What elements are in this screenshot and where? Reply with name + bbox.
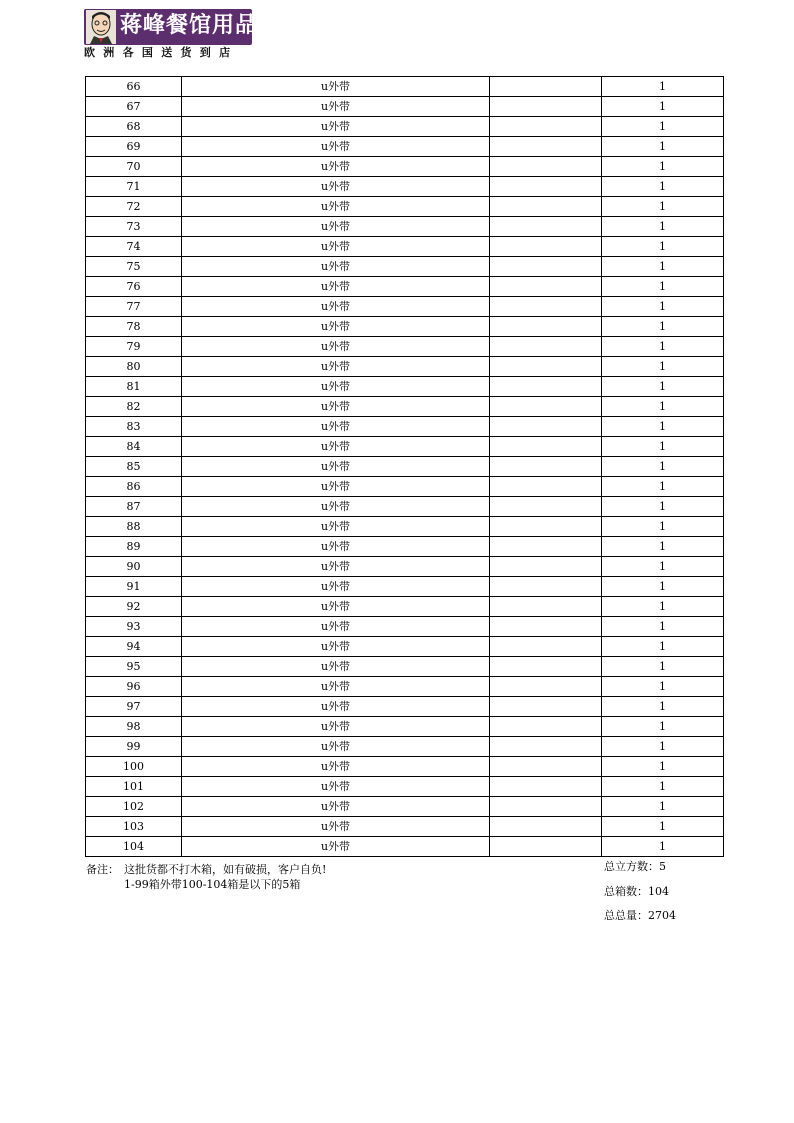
spec-cell xyxy=(490,357,602,377)
row-number-cell: 85 xyxy=(86,457,182,477)
row-number-cell: 87 xyxy=(86,497,182,517)
item-name-cell: u外带 xyxy=(182,217,490,237)
table-row xyxy=(86,777,724,797)
spec-cell xyxy=(490,377,602,397)
table-row xyxy=(86,97,724,117)
spec-cell xyxy=(490,697,602,717)
spec-cell xyxy=(490,777,602,797)
spec-cell xyxy=(490,117,602,137)
item-name-cell: u外带 xyxy=(182,277,490,297)
row-number-cell: 98 xyxy=(86,717,182,737)
item-name-cell: u外带 xyxy=(182,617,490,637)
spec-cell xyxy=(490,137,602,157)
table-row xyxy=(86,497,724,517)
spec-cell xyxy=(490,537,602,557)
spec-cell xyxy=(490,817,602,837)
row-number-cell: 95 xyxy=(86,657,182,677)
table-row xyxy=(86,397,724,417)
portrait-icon xyxy=(86,10,116,44)
quantity-cell: 1 xyxy=(602,737,724,757)
table-row xyxy=(86,297,724,317)
item-name-cell: u外带 xyxy=(182,237,490,257)
spec-cell xyxy=(490,77,602,97)
spec-cell xyxy=(490,677,602,697)
quantity-cell: 1 xyxy=(602,797,724,817)
spec-cell xyxy=(490,337,602,357)
quantity-cell: 1 xyxy=(602,317,724,337)
quantity-cell: 1 xyxy=(602,657,724,677)
quantity-cell: 1 xyxy=(602,677,724,697)
quantity-cell: 1 xyxy=(602,837,724,857)
quantity-cell: 1 xyxy=(602,357,724,377)
item-name-cell: u外带 xyxy=(182,597,490,617)
spec-cell xyxy=(490,197,602,217)
quantity-cell: 1 xyxy=(602,777,724,797)
item-name-cell: u外带 xyxy=(182,397,490,417)
quantity-cell: 1 xyxy=(602,457,724,477)
table-row xyxy=(86,317,724,337)
quantity-cell: 1 xyxy=(602,617,724,637)
spec-cell xyxy=(490,237,602,257)
table-row xyxy=(86,277,724,297)
quantity-cell: 1 xyxy=(602,197,724,217)
quantity-cell: 1 xyxy=(602,277,724,297)
spec-cell xyxy=(490,297,602,317)
row-number-cell: 104 xyxy=(86,837,182,857)
row-number-cell: 91 xyxy=(86,577,182,597)
table-row xyxy=(86,597,724,617)
table-row xyxy=(86,637,724,657)
total-volume: 总立方数：5 xyxy=(604,860,666,873)
spec-cell xyxy=(490,717,602,737)
item-name-cell: u外带 xyxy=(182,137,490,157)
table-row xyxy=(86,377,724,397)
spec-cell xyxy=(490,657,602,677)
item-name-cell: u外带 xyxy=(182,257,490,277)
spec-cell xyxy=(490,517,602,537)
item-name-cell: u外带 xyxy=(182,577,490,597)
table-row xyxy=(86,617,724,637)
quantity-cell: 1 xyxy=(602,177,724,197)
table-row xyxy=(86,157,724,177)
table-row xyxy=(86,457,724,477)
table-row xyxy=(86,197,724,217)
item-name-cell: u外带 xyxy=(182,337,490,357)
item-name-cell: u外带 xyxy=(182,817,490,837)
note-text: 这批货都不打木箱，如有破损，客户自负! xyxy=(124,863,327,876)
quantity-cell: 1 xyxy=(602,597,724,617)
row-number-cell: 77 xyxy=(86,297,182,317)
table-row xyxy=(86,237,724,257)
item-name-cell: u外带 xyxy=(182,777,490,797)
quantity-cell: 1 xyxy=(602,217,724,237)
item-name-cell: u外带 xyxy=(182,637,490,657)
spec-cell xyxy=(490,457,602,477)
spec-cell xyxy=(490,437,602,457)
row-number-cell: 90 xyxy=(86,557,182,577)
row-number-cell: 74 xyxy=(86,237,182,257)
quantity-cell: 1 xyxy=(602,817,724,837)
item-name-cell: u外带 xyxy=(182,357,490,377)
row-number-cell: 78 xyxy=(86,317,182,337)
row-number-cell: 96 xyxy=(86,677,182,697)
table-row xyxy=(86,177,724,197)
item-name-cell: u外带 xyxy=(182,557,490,577)
row-number-cell: 99 xyxy=(86,737,182,757)
spec-cell xyxy=(490,317,602,337)
spec-cell xyxy=(490,737,602,757)
row-number-cell: 70 xyxy=(86,157,182,177)
item-name-cell: u外带 xyxy=(182,497,490,517)
table-row xyxy=(86,477,724,497)
logo-subtitle: 欧洲各国送货到店 xyxy=(84,46,239,59)
item-name-cell: u外带 xyxy=(182,837,490,857)
item-name-cell: u外带 xyxy=(182,737,490,757)
table-row xyxy=(86,137,724,157)
row-number-cell: 84 xyxy=(86,437,182,457)
table-row xyxy=(86,357,724,377)
table-row xyxy=(86,557,724,577)
spec-cell xyxy=(490,557,602,577)
quantity-cell: 1 xyxy=(602,537,724,557)
table-row xyxy=(86,537,724,557)
note-line2: 1-99箱外带100-104箱是以下的5箱 xyxy=(124,878,301,891)
table-row xyxy=(86,417,724,437)
row-number-cell: 93 xyxy=(86,617,182,637)
spec-cell xyxy=(490,497,602,517)
total-quantity: 总总量：2704 xyxy=(604,909,676,922)
spec-cell xyxy=(490,277,602,297)
table-row xyxy=(86,737,724,757)
table-row xyxy=(86,717,724,737)
spec-cell xyxy=(490,157,602,177)
row-number-cell: 72 xyxy=(86,197,182,217)
spec-cell xyxy=(490,417,602,437)
spec-cell xyxy=(490,757,602,777)
row-number-cell: 83 xyxy=(86,417,182,437)
table-row xyxy=(86,837,724,857)
spec-cell xyxy=(490,477,602,497)
table-row xyxy=(86,117,724,137)
item-name-cell: u外带 xyxy=(182,537,490,557)
quantity-cell: 1 xyxy=(602,497,724,517)
table-row xyxy=(86,577,724,597)
spec-cell xyxy=(490,617,602,637)
row-number-cell: 79 xyxy=(86,337,182,357)
quantity-cell: 1 xyxy=(602,257,724,277)
table-row xyxy=(86,797,724,817)
row-number-cell: 89 xyxy=(86,537,182,557)
item-name-cell: u外带 xyxy=(182,317,490,337)
row-number-cell: 82 xyxy=(86,397,182,417)
quantity-cell: 1 xyxy=(602,697,724,717)
item-name-cell: u外带 xyxy=(182,197,490,217)
table-row xyxy=(86,657,724,677)
row-number-cell: 102 xyxy=(86,797,182,817)
spec-cell xyxy=(490,177,602,197)
item-name-cell: u外带 xyxy=(182,477,490,497)
company-logo xyxy=(84,9,259,59)
item-name-cell: u外带 xyxy=(182,177,490,197)
quantity-cell: 1 xyxy=(602,377,724,397)
item-name-cell: u外带 xyxy=(182,657,490,677)
quantity-cell: 1 xyxy=(602,417,724,437)
quantity-cell: 1 xyxy=(602,397,724,417)
quantity-cell: 1 xyxy=(602,137,724,157)
item-name-cell: u外带 xyxy=(182,717,490,737)
spec-cell xyxy=(490,397,602,417)
table-row xyxy=(86,697,724,717)
item-name-cell: u外带 xyxy=(182,757,490,777)
table-row xyxy=(86,337,724,357)
row-number-cell: 94 xyxy=(86,637,182,657)
row-number-cell: 88 xyxy=(86,517,182,537)
logo-title: 蒋峰餐馆用品 xyxy=(120,13,259,38)
quantity-cell: 1 xyxy=(602,297,724,317)
total-boxes: 总箱数：104 xyxy=(604,885,669,898)
row-number-cell: 69 xyxy=(86,137,182,157)
row-number-cell: 66 xyxy=(86,77,182,97)
quantity-cell: 1 xyxy=(602,577,724,597)
table-row xyxy=(86,437,724,457)
quantity-cell: 1 xyxy=(602,157,724,177)
spec-cell xyxy=(490,577,602,597)
quantity-cell: 1 xyxy=(602,477,724,497)
row-number-cell: 71 xyxy=(86,177,182,197)
row-number-cell: 75 xyxy=(86,257,182,277)
row-number-cell: 86 xyxy=(86,477,182,497)
row-number-cell: 67 xyxy=(86,97,182,117)
quantity-cell: 1 xyxy=(602,557,724,577)
table-row xyxy=(86,257,724,277)
spec-cell xyxy=(490,217,602,237)
table-row xyxy=(86,677,724,697)
item-name-cell: u外带 xyxy=(182,517,490,537)
row-number-cell: 101 xyxy=(86,777,182,797)
note-label: 备注： xyxy=(86,863,119,876)
row-number-cell: 81 xyxy=(86,377,182,397)
item-name-cell: u外带 xyxy=(182,157,490,177)
item-name-cell: u外带 xyxy=(182,797,490,817)
table-row xyxy=(86,757,724,777)
quantity-cell: 1 xyxy=(602,437,724,457)
item-name-cell: u外带 xyxy=(182,297,490,317)
row-number-cell: 100 xyxy=(86,757,182,777)
item-name-cell: u外带 xyxy=(182,377,490,397)
quantity-cell: 1 xyxy=(602,77,724,97)
spec-cell xyxy=(490,97,602,117)
row-number-cell: 97 xyxy=(86,697,182,717)
table-body xyxy=(86,77,724,857)
packing-table xyxy=(85,76,724,857)
item-name-cell: u外带 xyxy=(182,437,490,457)
spec-cell xyxy=(490,837,602,857)
quantity-cell: 1 xyxy=(602,757,724,777)
table-row xyxy=(86,217,724,237)
row-number-cell: 80 xyxy=(86,357,182,377)
table-row xyxy=(86,817,724,837)
logo-banner xyxy=(84,9,259,45)
item-name-cell: u外带 xyxy=(182,97,490,117)
item-name-cell: u外带 xyxy=(182,77,490,97)
row-number-cell: 103 xyxy=(86,817,182,837)
spec-cell xyxy=(490,637,602,657)
item-name-cell: u外带 xyxy=(182,417,490,437)
quantity-cell: 1 xyxy=(602,97,724,117)
item-name-cell: u外带 xyxy=(182,457,490,477)
spec-cell xyxy=(490,257,602,277)
quantity-cell: 1 xyxy=(602,637,724,657)
quantity-cell: 1 xyxy=(602,337,724,357)
quantity-cell: 1 xyxy=(602,717,724,737)
row-number-cell: 76 xyxy=(86,277,182,297)
quantity-cell: 1 xyxy=(602,517,724,537)
spec-cell xyxy=(490,597,602,617)
spec-cell xyxy=(490,797,602,817)
row-number-cell: 68 xyxy=(86,117,182,137)
item-name-cell: u外带 xyxy=(182,117,490,137)
quantity-cell: 1 xyxy=(602,237,724,257)
row-number-cell: 73 xyxy=(86,217,182,237)
quantity-cell: 1 xyxy=(602,117,724,137)
row-number-cell: 92 xyxy=(86,597,182,617)
table-row xyxy=(86,517,724,537)
table-row xyxy=(86,77,724,97)
item-name-cell: u外带 xyxy=(182,697,490,717)
item-name-cell: u外带 xyxy=(182,677,490,697)
